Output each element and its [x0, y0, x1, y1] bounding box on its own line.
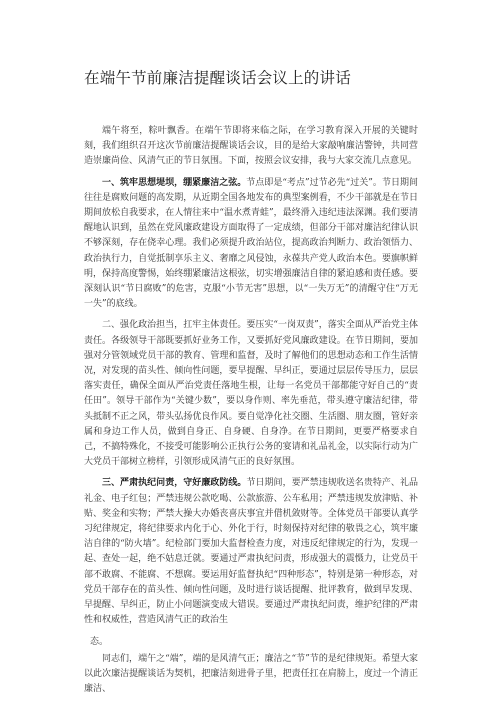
paragraph-lead: 三、严肃执纪问责，守好廉政防线。 — [102, 478, 247, 489]
paragraph-text: 二、强化政治担当，扛牢主体责任。要压实“一岗双责”，落实全面从严治党主体责任。各级领导干部既要抓好业务工作，又要抓好党风廉政建设。在节日期间，要加强对分管领域党员干部的教育、管理和监督，及时了解他们的思想动态和工作生活情况，对发现的苗头性、倾向性问题，要早提醒、早纠正，要通过层层传导压力，层层落实责任，确保全面从严治党责任落地生根，让每一名党员干部都能守好自己的“责任田”。领导干部作为“关键少数”，要以身作则、率先垂范，带头遵守廉洁纪律，带头抵制不正之风，带头弘扬优良作风。要自觉净化社交圈、生活圈、朋友圈，管好亲属和身边工作人员，做到自身正、自身硬、自身净。在节日期间，更要严格要求自己，不搞特殊化，不接受可能影响公正执行公务的宴请和礼品礼金，以实际行动为广大党员干部树立榜样，引领形成风清气正的良好氛围。 — [84, 320, 418, 468]
paragraph-text: 同志们，端午之“端”，端的是风清气正；廉洁之“节”节的是纪律规矩。希望大家以此次廉洁提醒谈话为契机，把廉洁刻进骨子里，把责任扛在肩膀上，度过一个清正廉洁、 — [84, 653, 418, 695]
paragraph-lead: 一、筑牢思想堤坝，绷紧廉洁之弦。 — [102, 177, 247, 188]
paragraph-text: 节日期间，要严禁违规收送名贵特产、礼品礼金、电子红包；严禁违规公款吃喝、公款旅游、公车私用；严禁违规发放津贴、补贴、奖金和实物；严禁大操大办婚丧喜庆事宜并借机敛财等。全体党员干部要认真学习纪律规定，将纪律要求内化于心、外化于行，时刻保持对纪律的敬畏之心，筑牢廉洁自律的“防火墙”。纪检部门要加大监督检查力度，对违反纪律规定的行为，发现一起、查处一起，绝不姑息迁就。要通过严肃执纪问责，形成强大的震慑力，让党员干部不敢腐、不能腐、不想腐。要运用好监督执纪“四种形态”，特别是第一种形态，对党员干部存在的苗头性、倾向性问题，及时进行谈话提醒、批评教育，做到早发现、早提醒、早纠正，防止小问题演变成大错误。要通过严肃执纪问责，维护纪律的严肃性和权威性，营造风清气正的政治生 — [84, 478, 418, 626]
document-body — [84, 124, 418, 703]
paragraph-section-3 — [84, 476, 418, 628]
paragraph-text: 态。 — [90, 636, 109, 647]
paragraph-continuation — [84, 635, 418, 650]
paragraph-closing — [84, 652, 418, 698]
paragraph-intro — [84, 124, 418, 170]
document-title: 在端午节前廉洁提醒谈话会议上的讲话 — [84, 69, 351, 87]
paragraph-section-1 — [84, 176, 418, 313]
paragraph-text: 端午将至，粽叶飘香。在端午节即将来临之际，在学习教育深入开展的关键时刻，我们组织召开这次节前廉洁提醒谈话会议，目的是给大家敲响廉洁警钟，共同营造崇廉尚俭、风清气正的节日氛围。下面，按照会议安排，我与大家交流几点意见。 — [84, 126, 418, 167]
paragraph-section-2 — [84, 318, 418, 470]
paragraph-text: 节点即是“考点”过节必先“过关”。节日期间往往是腐败问题的高发期，从近期全国各地发布的典型案例看，不少干部就是在节日期间放松自我要求，在人情往来中“温水煮青蛙”，最终滑入违纪违法深渊。我们要清醒地认识到，虽然在党风廉政建设方面取得了一定成绩，但部分干部对廉洁纪律认识不够深刻，存在侥幸心理。我们必须提升政治站位，提高政治判断力、政治领悟力、政治执行力，自觉抵制享乐主义、奢靡之风侵蚀，永葆共产党人政治本色。要旗帜鲜明，保持高度警惕，始终绷紧廉洁这根弦，切实增强廉洁自律的紧迫感和责任感。要深刻认识“节日腐败”的危害，克服“小节无害”思想，以“一失万无”的清醒守住“万无一失”的底线。 — [84, 177, 418, 310]
